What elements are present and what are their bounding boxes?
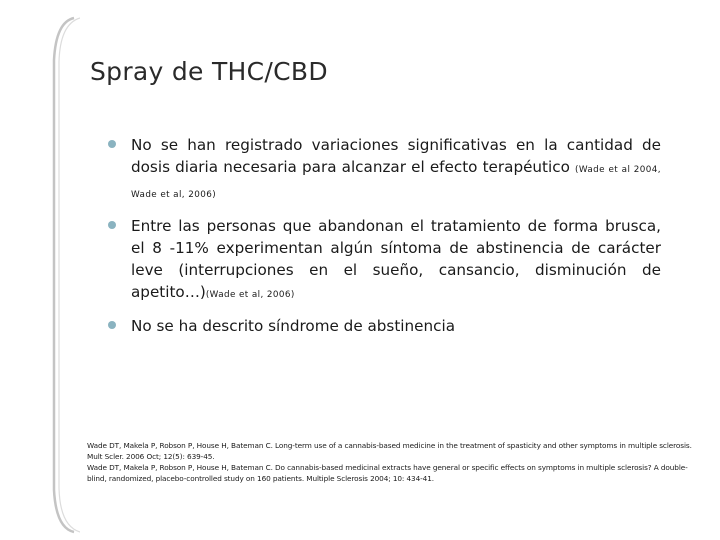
references [87,440,703,484]
bullet-text: No se han registrado variaciones significativas en la cantidad de dosis diaria necesaria para alcanzar el efecto terapéutico [131,136,661,176]
bullet-item [106,134,661,206]
bullet-dot-icon [108,140,116,148]
bullet-text: Entre las personas que abandonan el tratamiento de forma brusca, el 8 -11% experimentan algún síntoma de abstinencia de carácter leve (interrupciones en el sueño, cansancio, disminución de apetito…) [131,217,661,301]
frame-bracket [0,0,80,540]
bullet-citation: (Wade et al, 2006) [205,290,295,300]
bullet-citation: (Wade et al 2004, Wade et al, 2006) [131,165,661,200]
reference-item: Wade DT, Makela P, Robson P, House H, Bateman C. Long-term use of a cannabis-based medicine in the treatment of spasticity and other symptoms in multiple sclerosis. Mult Scler. 2006 Oct; 12(5): 639-45. [87,441,692,461]
slide-title: Spray de THC/CBD [90,57,328,86]
bullet-text: No se ha descrito síndrome de abstinencia [131,317,455,335]
reference-item: Wade DT, Makela P, Robson P, House H, Bateman C. Do cannabis-based medicinal extracts have general or specific effects on symptoms in multiple sclerosis? A double-blind, randomized, placebo-controlled study on 160 patients. Multiple Sclerosis 2004; 10: 434-41. [87,463,688,483]
bullet-list [106,134,661,346]
bullet-item [106,315,661,337]
bullet-dot-icon [108,321,116,329]
bullet-item [106,215,661,306]
bullet-dot-icon [108,221,116,229]
